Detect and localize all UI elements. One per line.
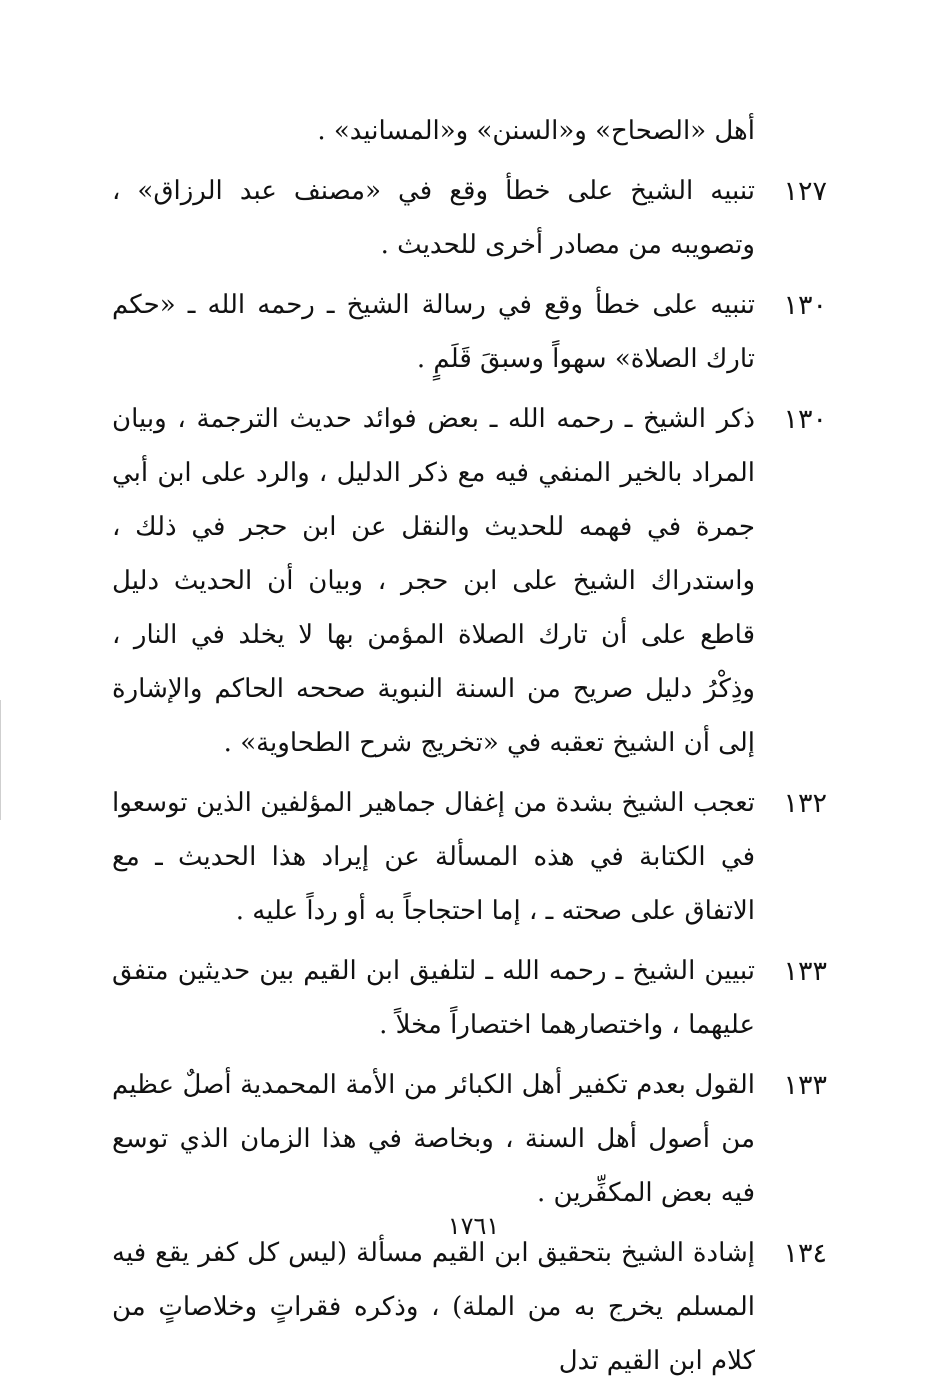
entry-text: إشادة الشيخ بتحقيق ابن القيم مسألة (ليس كل كفر يقع فيه المسلم يخرج به من الملة) ، وذكره فقراتٍ وخلاصاتٍ من كلام ابن القيم تدل xyxy=(112,1238,755,1376)
page-footer-number: ١٧٦١ xyxy=(447,1212,500,1240)
entry-page-number: ١٣٣ xyxy=(783,1070,827,1101)
entry-page-number: ١٣٠ xyxy=(783,404,827,435)
scan-margin-line xyxy=(0,700,7,820)
entry-page-number: ١٣٤ xyxy=(783,1238,827,1269)
entry-text: تنبيه على خطأ وقع في رسالة الشيخ ـ رحمه الله ـ «حكم تارك الصلاة» سهواً وسبقَ قَلَمٍ . xyxy=(112,290,755,374)
entry-text: تعجب الشيخ بشدة من إغفال جماهير المؤلفين الذين توسعوا في الكتابة في هذه المسألة عن إيراد هذا الحديث ـ مع الاتفاق على صحته ـ ، إما احتجاجاً به أو رداً عليه . xyxy=(112,788,755,926)
entry-page-number: ١٣٢ xyxy=(783,788,827,819)
entry-page-number: ١٣٠ xyxy=(783,290,827,321)
index-entry xyxy=(112,1226,827,1388)
index-entry xyxy=(112,776,827,938)
entry-page-number: ١٢٧ xyxy=(783,176,827,207)
entry-page-number: ١٣٣ xyxy=(783,956,827,987)
index-entry xyxy=(112,1058,827,1220)
index-text-block xyxy=(112,104,827,1394)
index-entry xyxy=(112,164,827,272)
entry-text: القول بعدم تكفير أهل الكبائر من الأمة المحمدية أصلٌ عظيم من أصول أهل السنة ، وبخاصة في هذا الزمان الذي توسع فيه بعض المكفِّرين . xyxy=(112,1070,755,1208)
index-entry xyxy=(112,392,827,770)
index-entry xyxy=(112,278,827,386)
entry-text: تبيين الشيخ ـ رحمه الله ـ لتلفيق ابن القيم بين حديثين متفق عليهما ، واختصارهما اختصاراً مخلاً . xyxy=(112,956,755,1040)
entry-text: تنبيه الشيخ على خطأ وقع في «مصنف عبد الرزاق» ، وتصويبه من مصادر أخرى للحديث . xyxy=(112,176,755,260)
index-entry xyxy=(112,944,827,1052)
entry-text: ذكر الشيخ ـ رحمه الله ـ بعض فوائد حديث الترجمة ، وبيان المراد بالخير المنفي فيه مع ذكر الدليل ، والرد على ابن أبي جمرة في فهمه للحديث والنقل عن ابن حجر في ذلك ، واستدراك الشيخ على ابن حجر ، وبيان أن الحديث دليل قاطع على أن تارك الصلاة المؤمن بها لا يخلد في النار ، وذِكْرُ دليل صريح من السنة النبوية صححه الحاكم والإشارة إلى أن الشيخ تعقبه في «تخريج شرح الطحاوية» . xyxy=(112,404,755,758)
continuation-line: أهل «الصحاح» و«السنن» و«المسانيد» . xyxy=(317,116,755,146)
